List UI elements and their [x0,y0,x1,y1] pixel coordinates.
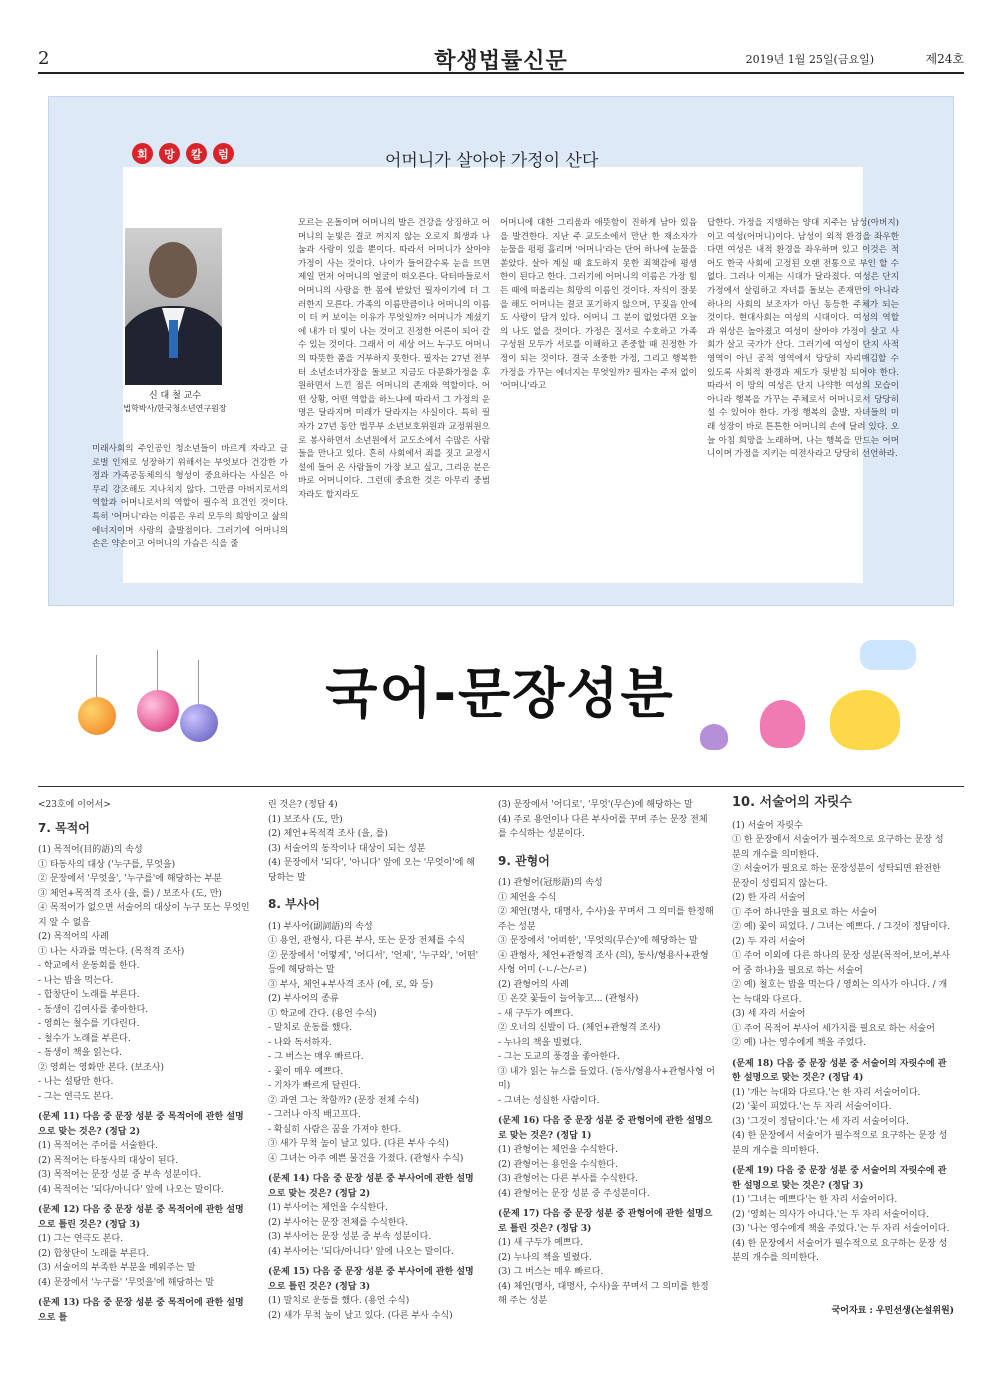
heading-predicate-valency: 10. 서술어의 자릿수 [732,795,852,810]
list-item: ② 서술어가 필요로 하는 문장성분이 성탁되면 완전한 문장이 성립되지 않는다. [732,864,941,889]
list-item: - 새 구두가 예쁘다. [498,1008,574,1019]
option: (1) 그는 연극도 본다. [38,1234,124,1244]
list-item: ④ 그녀는 아주 예쁜 물건을 가졌다. (관형사 수식) [268,1153,464,1164]
list-item: ③ 부사, 체언+부사격 조사 (에, 로, 와 등) [268,979,434,990]
question-17: (문제 17) 다음 중 문장 성분 중 관형어에 관한 설명으로 틀린 것은? (정답 3) [498,1209,713,1234]
option: (3) '그것이 정답이다.'는 세 자리 서술어이다. [732,1116,909,1127]
lesson-column-2 [268,798,482,1323]
list-item: (2) 관형어의 사례 [498,979,569,990]
list-item: (2) 목적어의 사례 [38,932,109,942]
list-item: ③ 내가 읽는 뉴스를 들었다. (동사/형용사+관형사형 어미) [498,1066,715,1091]
purple-heart-decoration [700,724,728,750]
list-item: - 누나의 책을 빌렸다. [498,1037,583,1048]
list-item: ③ 문장에서 '어떠한', '무엇의(무슨)'에 해당하는 말 [498,936,698,946]
column-text-2: 모르는 온돌이며 어머니의 발은 건강을 상징하고 어머니의 눈빛은 결코 꺼지지 않는 오로지 희생과 나눔과 사랑이 있을 뿐이다. 따라서 어머니가 살아야 가정이 사는 것이다. 나이가 들어갈수록 눈을 뜨면 제일 먼저 어머니의 얼굴이 떠오른다. 닥터마들로서 어머니의 사랑을 한 몸에 받았던 필자이기에 더 그러한지 모른다. 가족의 이름만큼이나 어머니의 이름이 더 커 보이는 이유가 무엇일까? 어머니가 계셨기에 내가 더 빛이 나는 것이고 진정한 어른이 되어 갈 수 있는 것이다. 그래서 이 세상 어느 누구도 어머니의 따뜻한 품을 거부하지 못한다. 필자는 27년 전부터 소년소녀가장을 돌보고 지금도 다문화가정을 후원하면서 느낀 점은 어머니의 존재와 역할이다. 어떤 상황, 어떤 역할을 하느냐에 따라서 그 가정의 운명은 달라지며 미래가 달라지는 사실이다. 특히 필자가 27년 동안 법무부 소년보호위원과 교정위원으로 봉사하면서 소년원에서 교도소에서 수많은 사람들을 만나고 있다. 흔히 사회에서 죄를 짓고 교정시설에 들어 온 사람들이 가장 보고 싶고, 그리운 분은 바로 어머니이다. 그런데 중요한 것은 아무리 중범자라도 할지라도 [298,218,490,500]
object-items [38,843,250,1104]
heading-object: 7. 목적어 [38,820,90,835]
question-12: (문제 12) 다음 중 문장 성분 중 목적어에 관한 설명으로 틀린 것은? (정답 3) [38,1205,244,1230]
list-item: ③ 새가 무척 높이 날고 있다. (다른 부사 수식) [268,1139,449,1149]
question-14: (문제 14) 다음 중 문장 성분 중 부사어에 관한 설명으로 맞는 것은? (정답 2) [268,1174,474,1199]
option: (4) 문장에서 '누구를' '무엇을'에 해당하는 말 [38,1277,215,1288]
list-item: - 나는 밥을 먹는다. [38,975,114,986]
column-badges [132,143,234,164]
option: (4) 부사어는 '되다/아니다' 앞에 나오는 말이다. [268,1246,454,1257]
list-item: (1) 부사어(副詞語)의 속성 [268,921,373,932]
list-item: - 꽃이 매우 예쁘다. [268,1066,344,1077]
author-name: 신 대 철 교수 [148,391,202,401]
page-header [38,44,964,74]
list-item: ① 나는 사과를 먹는다. (목적격 조사) [38,946,185,957]
list-item: (1) 관형어(冠形語)의 속성 [498,878,603,888]
list-item: ② 체언(명사, 대명사, 수사)을 꾸며서 그 의미를 한정해 주는 성분 [498,907,714,932]
list-item: ② 오너의 신발이 다. (체언+관형격 조사) [498,1023,661,1033]
list-item: ① 주어 이외에 다른 하나의 문장 성분(목적어,보어,부사어 중 하나)을 필요로 하는 서술어 [732,951,950,976]
column-text-1: 미래사회의 주인공인 청소년들이 바르게 자라고 글로벌 인재로 성장하기 위해서는 부엇보다 건강한 가정과 가족공동체의식 형성이 중요하다는 사실은 아무리 강조해도 지나치지 않다. 그만큼 아버지로서의 역할과 어머니로서의 역할이 필수적 요건인 것이다. 특히 '어머니'라는 이름은 우리 모두의 희망이고 삶의 에너지이며 사랑의 출발점이다. 그러기에 어머니의 손은 약손이고 어머니의 가슴은 식을 줄 [92,444,288,550]
option: (2) 합창단이 노래를 부른다. [38,1248,150,1259]
list-item: - 그는 연극도 본다. [38,1091,114,1102]
option: (1) '그녀는 예쁘다'는 한 자리 서술어이다. [732,1195,898,1205]
option: (3) 서술어의 부족한 부분을 메워주는 말 [38,1263,196,1273]
option: (2) 목적어는 타동사의 대상이 된다. [38,1155,179,1166]
option: (4) 목적어는 '되다/아니다' 앞에 나오는 말이다. [38,1184,224,1195]
question-13: (문제 13) 다음 중 문장 성분 중 목적어에 관한 설명으로 틀 [38,1298,244,1323]
option: (2) 누나의 책을 빌렸다. [498,1252,592,1263]
option: (1) 관형어는 체언을 수식한다. [498,1145,618,1155]
column-badge: 럼 [213,143,234,164]
question-16: (문제 16) 다음 중 문장 성분 중 관형어에 관한 설명으로 맞는 것은? (정답 1) [498,1116,713,1141]
option: (1) 새 구두가 예쁘다. [498,1238,584,1248]
lesson-column-4 [732,792,952,1266]
option: (2) '꽃이 피었다.'는 두 자리 서술어이다. [732,1102,892,1112]
column-badge: 망 [159,143,180,164]
list-item: (2) 한 자리 서술어 [732,893,806,903]
continued-note: <23호에 이어서> [38,800,111,810]
list-item: - 확실히 사람은 꿈을 가져야 한다. [268,1124,402,1135]
column-text-4: 답한다. 가정을 지탱하는 양대 지주는 남성(아버지)이고 여성(어머니)이다. 남성이 외적 환경을 좌우한다면 여성은 내적 환경을 좌우하며 있고 이것은 적어도 한국 사회에 고정된 오랜 전통으로 부인 할 수 없다. 그러나 이제는 시대가 달라졌다. 여성은 단지 가정에서 살림하고 자녀를 돌보는 존재만이 아니라 하나의 사회의 보조자가 아닌 동등한 주체가 되는 것이다. 현대사회는 여성의 시대이다. 여성의 역할과 위상은 높아졌고 여성이 살아야 가정이 살고 사회가 살고 국가가 산다. 그러기에 여성이 단지 사적 영역이 아닌 공적 영역에서 당당히 자리매김할 수 있도록 사회적 환경과 제도가 뒷받침 되어야 한다. 따라서 이 땅의 여성은 단지 나약한 여성의 모습이 아니라 행복을 가꾸는 주체로서 어머니로서 당당히 설 수 있어야 한다. 가정 행복의 출발, 자녀들의 미래 성장이 바로 튼튼한 어머니의 손에 달려 있다. 오늘 아침 희망을 노래하며, 나는 행복을 만드는 어머니이며 가정을 지키는 여전사라고 당당히 선언하라. [707,218,899,460]
option: (4) 한 문장에서 서술어가 필수적으로 요구하는 문장 성분의 개수를 의미한다. [732,1238,948,1263]
author-photo [125,228,222,385]
list-item: ① 용언, 관형사, 다른 부사, 또는 문장 전체를 수식 [268,936,465,946]
list-item: ③ 체언+목적격 조사 (을, 를) / 보조사 (도, 만) [38,888,222,899]
question-11: (문제 11) 다음 중 문장 성분 중 목적어에 관한 설명으로 맞는 것은? (정답 2) [38,1112,244,1137]
option: (4) 관형어는 문장 성분 중 주성분이다. [498,1188,650,1199]
list-item: (2) 두 자리 서술어 [732,936,806,947]
list-item: - 철수가 노래를 부른다. [38,1033,131,1044]
list-item: (2) 부사어의 종류 [268,994,339,1004]
list-item: (1) 서술어 자릿수 [732,820,803,831]
lesson-column-1 [38,798,250,1325]
heading-adverbial: 8. 부사어 [268,897,320,911]
list-item: ② 문장에서 '어떻게', '어디서', '언제', '누구와', '어떤' 등에 해당하는 말 [268,950,479,975]
list-item: - 그 버스는 매우 빠르다. [268,1052,364,1062]
option: (2) '영희는 의사가 아니다.'는 두 자리 서술어이다. [732,1209,930,1220]
option: (1) 부사어는 체언을 수식한다. [268,1203,388,1213]
list-item: ① 체언을 수식 [498,892,557,903]
list-item: ① 타동사의 대상 ('누구를, 무엇을) [38,859,176,870]
yellow-heart-decoration [830,690,900,750]
list-item: - 그는 도교의 풍경을 좋아한다. [498,1052,620,1062]
lesson-column-3 [498,798,716,1309]
list-item: - 동생이 책을 읽는다. [38,1048,123,1058]
source-credit: 국어자료 : 우민선생(논설위원) [831,1306,954,1316]
question-15: (문제 15) 다음 중 문장 성분 중 부사어에 관한 설명으로 틀린 것은? (정답 3) [268,1267,474,1292]
list-item: ④ 목적어가 없으면 서술어의 대상이 누구 또는 무엇인지 알 수 없음 [38,903,250,928]
option: (3) 목적어는 문장 성분 중 부속 성분이다. [38,1170,202,1180]
option: (3) '나는 영수에게 책을 주었다.'는 두 자리 서술어이다. [732,1224,950,1234]
option: (4) 체언(명사, 대명사, 수사)을 꾸며서 그 의미를 한정해 주는 성분 [498,1281,709,1306]
option: (3) 문장에서 '어디로', '무엇'(무슨)에 해당하는 말 [498,800,693,810]
list-item: - 나와 독서하자. [268,1037,332,1048]
list-item: - 학교에서 운동회를 한다. [38,961,140,971]
option: (2) 새가 무척 높이 날고 있다. (다른 부사 수식) [268,1310,453,1321]
list-item: - 나는 설탕만 한다. [38,1077,114,1087]
question-18: (문제 18) 다음 중 문장 성분 중 서술어의 자릿수에 관한 설명으로 맞는 것은? (정답 4) [732,1058,947,1083]
option: (1) 보조사 (도, 만) [268,814,343,825]
question-19: (문제 19) 다음 중 문장 성분 중 서술어의 자릿수에 관한 설명으로 맞는 것은? (정답 3) [732,1166,947,1191]
list-item: ① 주어 하나만을 필요로 하는 서술어 [732,907,878,918]
pink-heart-decoration [760,700,805,748]
list-item: - 동생이 김여사를 좋아한다. [38,1004,149,1015]
list-item: - 말치로 운동를 했다. [268,1023,353,1033]
list-item: ① 학교에 간다. (용언 수식) [268,1008,377,1019]
option: (3) 관형어는 다른 부사를 수식한다. [498,1174,639,1184]
castle-cloud-decoration [860,640,916,670]
list-item: ① 주어 목적어 부사어 세가지를 필요로 하는 서술어 [732,1023,935,1034]
list-item: ① 한 문장에서 서술어가 필수적으로 요구하는 문장 성분의 개수를 의미한다. [732,835,944,860]
heading-adnominal: 9. 관형어 [498,853,550,868]
list-item: - 기차가 빠르게 달린다. [268,1081,361,1091]
list-item: ① 온갖 꽃들이 늘어놓고... (관형사) [498,994,639,1004]
list-item: ② 과연 그는 착할까? (문장 전체 수식) [268,1095,420,1106]
section-title: 국어-문장성분 [325,662,675,725]
masthead: 학생법률신문 [434,48,568,74]
option: (2) 부사어는 문장 전체를 수식한다. [268,1217,409,1228]
option: (1) 말치로 운동를 했다. (용언 수식) [268,1296,410,1306]
list-item: - 영희는 철수를 기다린다. [38,1019,140,1029]
column-badge: 희 [132,143,153,164]
list-item: ② 영희는 영화만 본다. (보조사) [38,1062,164,1073]
option: (3) 서술어의 동작이나 대상이 되는 성분 [268,843,426,854]
list-item: ④ 관형사, 체언+관형격 조사 (의), 동사/형용사+관형사형 어미 (-ㄴ/-는/-ㄹ) [498,950,709,975]
option: (4) 한 문장에서 서술어가 필수적으로 요구하는 문장 성분의 개수를 의미한다. [732,1131,948,1156]
option: (4) 주로 용언이나 다른 부사어를 꾸며 주는 문장 전체를 수식하는 성분이다. [498,814,708,839]
issue-date: 2019년 1월 25일(금요일) [745,53,874,66]
author-title: 법학박사/한국청소년연구원장 [123,404,227,413]
list-item: ② 예) 철호는 밥을 먹는다 / 영희는 의사가 아니다. / 개는 늑대와 다르다. [732,980,948,1005]
list-item: (3) 세 자리 서술어 [732,1009,806,1019]
list-item: ② 예) 나는 영수에게 책을 주었다. [732,1038,867,1048]
list-item: - 그러나 아직 배고프다. [268,1110,361,1120]
question-13-continued: 린 것은? (정답 4) [268,800,338,810]
option: (3) 부사어는 문장 성분 중 부속 성분이다. [268,1232,432,1242]
list-item: ② 문장에서 '무엇을', '누구를'에 해당하는 부분 [38,874,222,884]
column-title: 어머니가 살아야 가정이 산다 [385,151,599,171]
list-item: ② 예) 꽃이 피었다. / 그녀는 예쁘다. / 그것이 정답이다. [732,922,951,932]
list-item: - 합창단이 노래를 부른다. [38,990,140,1000]
option: (2) 체언+목적격 조사 (을, 를) [268,829,388,839]
option: (4) 문장에서 '되다', '아니다' 앞에 오는 '무엇이'에 해당하는 말 [268,858,475,883]
option: (3) 그 버스는 매우 빠르다. [498,1267,604,1277]
page-number: 2 [38,48,50,69]
list-item: (1) 목적어(目的語)의 속성 [38,845,143,855]
option: (2) 관형어는 용언을 수식한다. [498,1159,618,1170]
column-badge: 칼 [186,143,207,164]
issue-number: 제24호 [925,52,964,66]
column-text-3: 어머니에 대한 그리움과 애뜻함이 진하게 남아 있음을 발견한다. 지난 주 교도소에서 만난 한 재소자가 눈물을 펑펑 흘리며 '어머니'라는 단어 하나에 눈물을 쏟았다. 살아 계실 때 효도하지 못한 죄책감에 평생 한이 된다고 한다. 그러기에 어머니의 이름은 가장 힘든 때에 떠올리는 희망의 이름인 것이다. 자식이 잘못을 해도 어머니는 결코 포기하지 않으며, 꾸짖음 안에도 사랑이 담겨 있다. 어머니 그 분이 없었다면 오늘의 나도 없을 것이다. 가정은 질서로 수호하고 가족 구성원 모두가 서로를 이해하고 존중할 때 진정한 가정이 되는 것이다. 결국 소중한 가정, 그리고 행복한 가정을 가꾸는 에너지는 무엇일까? 필자는 주저 없이 '어머니'라고 [500,218,697,392]
list-item: - 그녀는 성실한 사람이다. [498,1095,600,1106]
option: (1) 목적어는 주어를 서술한다. [38,1141,158,1151]
section-divider [38,786,964,787]
option: (1) '개는 늑대와 다르다.'는 한 자리 서술어이다. [732,1087,921,1098]
